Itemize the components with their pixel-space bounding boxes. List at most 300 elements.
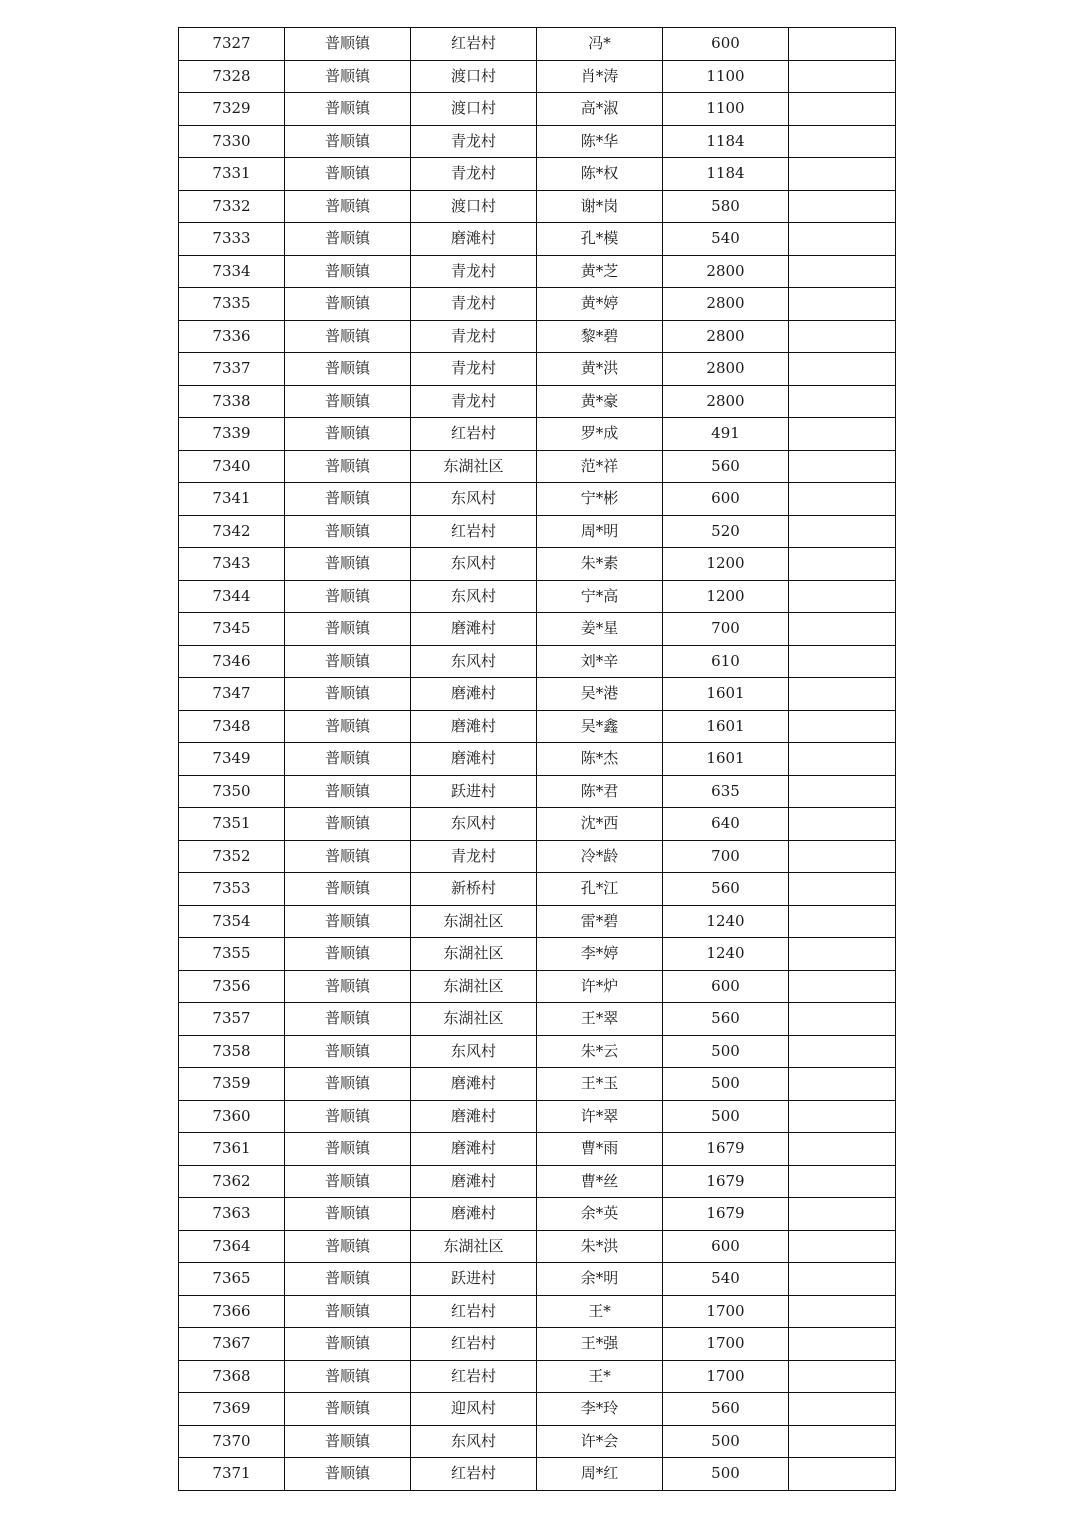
table-row <box>179 710 896 743</box>
cell-village: 青龙村 <box>411 320 537 353</box>
cell-town: 普顺镇 <box>285 1458 411 1491</box>
table-row <box>179 743 896 776</box>
cell-amount: 1240 <box>663 938 789 971</box>
cell-note <box>789 1393 896 1426</box>
cell-name: 朱*洪 <box>537 1230 663 1263</box>
cell-village: 红岩村 <box>411 1295 537 1328</box>
cell-note <box>789 1263 896 1296</box>
cell-village: 磨滩村 <box>411 1133 537 1166</box>
cell-town: 普顺镇 <box>285 418 411 451</box>
table-row <box>179 1100 896 1133</box>
cell-amount: 2800 <box>663 353 789 386</box>
table-row <box>179 1230 896 1263</box>
cell-name: 姜*星 <box>537 613 663 646</box>
cell-serial-number: 7334 <box>179 255 285 288</box>
cell-serial-number: 7369 <box>179 1393 285 1426</box>
cell-village: 东湖社区 <box>411 905 537 938</box>
cell-name: 周*明 <box>537 515 663 548</box>
cell-note <box>789 1295 896 1328</box>
cell-village: 东湖社区 <box>411 938 537 971</box>
cell-amount: 700 <box>663 840 789 873</box>
cell-amount: 560 <box>663 1393 789 1426</box>
cell-serial-number: 7340 <box>179 450 285 483</box>
cell-town: 普顺镇 <box>285 93 411 126</box>
cell-name: 朱*云 <box>537 1035 663 1068</box>
cell-amount: 1679 <box>663 1198 789 1231</box>
cell-note <box>789 288 896 321</box>
table-row <box>179 938 896 971</box>
cell-town: 普顺镇 <box>285 938 411 971</box>
table-row <box>179 60 896 93</box>
cell-town: 普顺镇 <box>285 385 411 418</box>
table-row <box>179 93 896 126</box>
cell-serial-number: 7370 <box>179 1425 285 1458</box>
cell-amount: 500 <box>663 1100 789 1133</box>
table-row <box>179 1458 896 1491</box>
cell-serial-number: 7359 <box>179 1068 285 1101</box>
cell-note <box>789 710 896 743</box>
cell-town: 普顺镇 <box>285 60 411 93</box>
cell-serial-number: 7341 <box>179 483 285 516</box>
table-row <box>179 1263 896 1296</box>
cell-note <box>789 1035 896 1068</box>
table-row <box>179 678 896 711</box>
cell-name: 宁*高 <box>537 580 663 613</box>
cell-town: 普顺镇 <box>285 775 411 808</box>
cell-village: 迎风村 <box>411 1393 537 1426</box>
cell-village: 东风村 <box>411 808 537 841</box>
cell-note <box>789 1425 896 1458</box>
cell-town: 普顺镇 <box>285 710 411 743</box>
cell-serial-number: 7338 <box>179 385 285 418</box>
cell-village: 渡口村 <box>411 190 537 223</box>
cell-town: 普顺镇 <box>285 28 411 61</box>
cell-amount: 1601 <box>663 710 789 743</box>
cell-village: 青龙村 <box>411 288 537 321</box>
cell-serial-number: 7343 <box>179 548 285 581</box>
cell-village: 红岩村 <box>411 28 537 61</box>
cell-serial-number: 7366 <box>179 1295 285 1328</box>
cell-village: 渡口村 <box>411 60 537 93</box>
cell-note <box>789 1133 896 1166</box>
cell-name: 陈*君 <box>537 775 663 808</box>
cell-note <box>789 1458 896 1491</box>
cell-note <box>789 1003 896 1036</box>
cell-serial-number: 7329 <box>179 93 285 126</box>
cell-amount: 635 <box>663 775 789 808</box>
cell-serial-number: 7345 <box>179 613 285 646</box>
cell-village: 磨滩村 <box>411 743 537 776</box>
cell-note <box>789 190 896 223</box>
cell-note <box>789 548 896 581</box>
cell-name: 朱*素 <box>537 548 663 581</box>
cell-name: 曹*丝 <box>537 1165 663 1198</box>
table-row <box>179 385 896 418</box>
cell-note <box>789 93 896 126</box>
cell-serial-number: 7328 <box>179 60 285 93</box>
cell-serial-number: 7336 <box>179 320 285 353</box>
cell-amount: 520 <box>663 515 789 548</box>
cell-amount: 600 <box>663 483 789 516</box>
cell-amount: 2800 <box>663 320 789 353</box>
cell-amount: 610 <box>663 645 789 678</box>
table-row <box>179 1165 896 1198</box>
cell-village: 渡口村 <box>411 93 537 126</box>
cell-village: 青龙村 <box>411 840 537 873</box>
cell-name: 吴*港 <box>537 678 663 711</box>
cell-note <box>789 158 896 191</box>
table-row <box>179 515 896 548</box>
cell-amount: 1100 <box>663 93 789 126</box>
table-row <box>179 28 896 61</box>
cell-note <box>789 970 896 1003</box>
cell-town: 普顺镇 <box>285 1230 411 1263</box>
cell-town: 普顺镇 <box>285 970 411 1003</box>
table-row <box>179 223 896 256</box>
cell-name: 沈*西 <box>537 808 663 841</box>
cell-amount: 2800 <box>663 288 789 321</box>
cell-town: 普顺镇 <box>285 353 411 386</box>
cell-serial-number: 7342 <box>179 515 285 548</box>
cell-name: 范*祥 <box>537 450 663 483</box>
cell-note <box>789 743 896 776</box>
cell-village: 红岩村 <box>411 1328 537 1361</box>
cell-note <box>789 1230 896 1263</box>
table-row <box>179 353 896 386</box>
table-row <box>179 1393 896 1426</box>
cell-serial-number: 7371 <box>179 1458 285 1491</box>
cell-amount: 1679 <box>663 1133 789 1166</box>
cell-town: 普顺镇 <box>285 1035 411 1068</box>
cell-amount: 1601 <box>663 678 789 711</box>
cell-name: 周*红 <box>537 1458 663 1491</box>
table-row <box>179 808 896 841</box>
cell-note <box>789 873 896 906</box>
cell-serial-number: 7355 <box>179 938 285 971</box>
cell-note <box>789 450 896 483</box>
cell-village: 东湖社区 <box>411 1003 537 1036</box>
cell-amount: 560 <box>663 450 789 483</box>
table-row <box>179 320 896 353</box>
cell-town: 普顺镇 <box>285 1068 411 1101</box>
table-row <box>179 158 896 191</box>
cell-note <box>789 1360 896 1393</box>
cell-town: 普顺镇 <box>285 223 411 256</box>
cell-note <box>789 905 896 938</box>
cell-amount: 500 <box>663 1425 789 1458</box>
cell-amount: 1200 <box>663 548 789 581</box>
cell-name: 高*淑 <box>537 93 663 126</box>
cell-name: 李*玲 <box>537 1393 663 1426</box>
cell-note <box>789 223 896 256</box>
cell-village: 青龙村 <box>411 385 537 418</box>
cell-note <box>789 1100 896 1133</box>
cell-name: 孔*模 <box>537 223 663 256</box>
cell-town: 普顺镇 <box>285 645 411 678</box>
table-row <box>179 1425 896 1458</box>
cell-name: 黄*婷 <box>537 288 663 321</box>
cell-name: 陈*华 <box>537 125 663 158</box>
cell-village: 东风村 <box>411 1035 537 1068</box>
cell-note <box>789 60 896 93</box>
cell-amount: 580 <box>663 190 789 223</box>
cell-amount: 500 <box>663 1035 789 1068</box>
cell-village: 跃进村 <box>411 775 537 808</box>
cell-amount: 1700 <box>663 1360 789 1393</box>
cell-town: 普顺镇 <box>285 1165 411 1198</box>
table-row <box>179 1295 896 1328</box>
cell-note <box>789 320 896 353</box>
cell-note <box>789 1198 896 1231</box>
cell-note <box>789 418 896 451</box>
table-row <box>179 450 896 483</box>
cell-amount: 2800 <box>663 255 789 288</box>
cell-amount: 1184 <box>663 125 789 158</box>
cell-note <box>789 613 896 646</box>
cell-serial-number: 7358 <box>179 1035 285 1068</box>
cell-amount: 2800 <box>663 385 789 418</box>
cell-note <box>789 28 896 61</box>
cell-amount: 1700 <box>663 1295 789 1328</box>
cell-name: 孔*江 <box>537 873 663 906</box>
cell-note <box>789 1328 896 1361</box>
table-row <box>179 288 896 321</box>
cell-serial-number: 7349 <box>179 743 285 776</box>
cell-amount: 600 <box>663 28 789 61</box>
cell-village: 青龙村 <box>411 125 537 158</box>
cell-serial-number: 7352 <box>179 840 285 873</box>
cell-village: 红岩村 <box>411 1458 537 1491</box>
cell-town: 普顺镇 <box>285 1295 411 1328</box>
cell-village: 磨滩村 <box>411 1100 537 1133</box>
cell-amount: 1601 <box>663 743 789 776</box>
table-row <box>179 905 896 938</box>
cell-town: 普顺镇 <box>285 1198 411 1231</box>
cell-serial-number: 7368 <box>179 1360 285 1393</box>
cell-amount: 640 <box>663 808 789 841</box>
cell-village: 磨滩村 <box>411 1165 537 1198</box>
table-row <box>179 645 896 678</box>
cell-amount: 500 <box>663 1068 789 1101</box>
cell-village: 红岩村 <box>411 418 537 451</box>
cell-village: 东风村 <box>411 1425 537 1458</box>
table-row <box>179 1133 896 1166</box>
cell-serial-number: 7362 <box>179 1165 285 1198</box>
table-row <box>179 775 896 808</box>
cell-town: 普顺镇 <box>285 288 411 321</box>
cell-village: 青龙村 <box>411 353 537 386</box>
cell-town: 普顺镇 <box>285 1328 411 1361</box>
cell-town: 普顺镇 <box>285 515 411 548</box>
cell-name: 罗*成 <box>537 418 663 451</box>
cell-serial-number: 7367 <box>179 1328 285 1361</box>
cell-serial-number: 7331 <box>179 158 285 191</box>
cell-village: 东风村 <box>411 645 537 678</box>
cell-serial-number: 7339 <box>179 418 285 451</box>
cell-town: 普顺镇 <box>285 1263 411 1296</box>
cell-serial-number: 7346 <box>179 645 285 678</box>
cell-village: 红岩村 <box>411 1360 537 1393</box>
cell-town: 普顺镇 <box>285 483 411 516</box>
table-row <box>179 1003 896 1036</box>
cell-amount: 540 <box>663 223 789 256</box>
cell-amount: 1679 <box>663 1165 789 1198</box>
cell-town: 普顺镇 <box>285 125 411 158</box>
cell-serial-number: 7354 <box>179 905 285 938</box>
table-row <box>179 580 896 613</box>
cell-town: 普顺镇 <box>285 1393 411 1426</box>
cell-name: 冷*龄 <box>537 840 663 873</box>
cell-village: 青龙村 <box>411 158 537 191</box>
cell-serial-number: 7363 <box>179 1198 285 1231</box>
table-row <box>179 548 896 581</box>
cell-note <box>789 678 896 711</box>
cell-town: 普顺镇 <box>285 613 411 646</box>
cell-serial-number: 7347 <box>179 678 285 711</box>
cell-town: 普顺镇 <box>285 743 411 776</box>
cell-serial-number: 7351 <box>179 808 285 841</box>
table-row <box>179 1035 896 1068</box>
table-row <box>179 190 896 223</box>
cell-name: 黎*碧 <box>537 320 663 353</box>
cell-note <box>789 645 896 678</box>
cell-serial-number: 7327 <box>179 28 285 61</box>
roster-table-body <box>179 28 896 1491</box>
cell-town: 普顺镇 <box>285 678 411 711</box>
cell-note <box>789 125 896 158</box>
table-row <box>179 1360 896 1393</box>
cell-name: 黄*芝 <box>537 255 663 288</box>
cell-town: 普顺镇 <box>285 450 411 483</box>
cell-town: 普顺镇 <box>285 190 411 223</box>
cell-town: 普顺镇 <box>285 1100 411 1133</box>
cell-serial-number: 7361 <box>179 1133 285 1166</box>
cell-name: 许*翠 <box>537 1100 663 1133</box>
cell-name: 曹*雨 <box>537 1133 663 1166</box>
cell-amount: 1200 <box>663 580 789 613</box>
cell-amount: 1700 <box>663 1328 789 1361</box>
cell-name: 陈*权 <box>537 158 663 191</box>
table-row <box>179 873 896 906</box>
cell-village: 东湖社区 <box>411 970 537 1003</box>
cell-village: 红岩村 <box>411 515 537 548</box>
cell-name: 王*强 <box>537 1328 663 1361</box>
cell-note <box>789 775 896 808</box>
cell-serial-number: 7360 <box>179 1100 285 1133</box>
cell-name: 王*玉 <box>537 1068 663 1101</box>
cell-name: 余*英 <box>537 1198 663 1231</box>
cell-note <box>789 1068 896 1101</box>
table-row <box>179 255 896 288</box>
cell-note <box>789 938 896 971</box>
table-row <box>179 1198 896 1231</box>
cell-serial-number: 7365 <box>179 1263 285 1296</box>
cell-town: 普顺镇 <box>285 1360 411 1393</box>
cell-town: 普顺镇 <box>285 320 411 353</box>
cell-amount: 600 <box>663 1230 789 1263</box>
cell-name: 黄*豪 <box>537 385 663 418</box>
cell-village: 磨滩村 <box>411 710 537 743</box>
cell-village: 青龙村 <box>411 255 537 288</box>
cell-note <box>789 353 896 386</box>
table-row <box>179 483 896 516</box>
cell-amount: 540 <box>663 1263 789 1296</box>
table-row <box>179 1068 896 1101</box>
cell-amount: 600 <box>663 970 789 1003</box>
cell-note <box>789 1165 896 1198</box>
cell-town: 普顺镇 <box>285 840 411 873</box>
cell-name: 黄*洪 <box>537 353 663 386</box>
cell-village: 东湖社区 <box>411 450 537 483</box>
cell-name: 余*明 <box>537 1263 663 1296</box>
cell-village: 磨滩村 <box>411 1068 537 1101</box>
cell-village: 东湖社区 <box>411 1230 537 1263</box>
cell-note <box>789 840 896 873</box>
cell-town: 普顺镇 <box>285 548 411 581</box>
cell-town: 普顺镇 <box>285 808 411 841</box>
cell-village: 跃进村 <box>411 1263 537 1296</box>
cell-name: 许*炉 <box>537 970 663 1003</box>
cell-serial-number: 7337 <box>179 353 285 386</box>
cell-serial-number: 7356 <box>179 970 285 1003</box>
cell-village: 磨滩村 <box>411 223 537 256</box>
cell-name: 雷*碧 <box>537 905 663 938</box>
cell-note <box>789 483 896 516</box>
cell-name: 谢*岗 <box>537 190 663 223</box>
table-row <box>179 840 896 873</box>
cell-town: 普顺镇 <box>285 1003 411 1036</box>
table-row <box>179 613 896 646</box>
cell-town: 普顺镇 <box>285 158 411 191</box>
cell-serial-number: 7344 <box>179 580 285 613</box>
cell-note <box>789 515 896 548</box>
cell-serial-number: 7330 <box>179 125 285 158</box>
cell-name: 王* <box>537 1360 663 1393</box>
cell-amount: 500 <box>663 1458 789 1491</box>
cell-village: 磨滩村 <box>411 613 537 646</box>
cell-note <box>789 255 896 288</box>
cell-serial-number: 7364 <box>179 1230 285 1263</box>
table-row <box>179 1328 896 1361</box>
cell-town: 普顺镇 <box>285 255 411 288</box>
cell-amount: 560 <box>663 1003 789 1036</box>
cell-amount: 1100 <box>663 60 789 93</box>
cell-amount: 560 <box>663 873 789 906</box>
cell-village: 新桥村 <box>411 873 537 906</box>
cell-name: 许*会 <box>537 1425 663 1458</box>
cell-name: 陈*杰 <box>537 743 663 776</box>
cell-town: 普顺镇 <box>285 1425 411 1458</box>
cell-note <box>789 808 896 841</box>
cell-amount: 1240 <box>663 905 789 938</box>
cell-serial-number: 7332 <box>179 190 285 223</box>
cell-town: 普顺镇 <box>285 580 411 613</box>
cell-amount: 1184 <box>663 158 789 191</box>
table-row <box>179 418 896 451</box>
cell-serial-number: 7335 <box>179 288 285 321</box>
table-row <box>179 970 896 1003</box>
cell-town: 普顺镇 <box>285 873 411 906</box>
cell-village: 磨滩村 <box>411 1198 537 1231</box>
cell-amount: 491 <box>663 418 789 451</box>
cell-name: 刘*辛 <box>537 645 663 678</box>
cell-serial-number: 7353 <box>179 873 285 906</box>
roster-table <box>178 27 896 1491</box>
cell-village: 东风村 <box>411 548 537 581</box>
cell-town: 普顺镇 <box>285 1133 411 1166</box>
cell-village: 磨滩村 <box>411 678 537 711</box>
cell-serial-number: 7348 <box>179 710 285 743</box>
